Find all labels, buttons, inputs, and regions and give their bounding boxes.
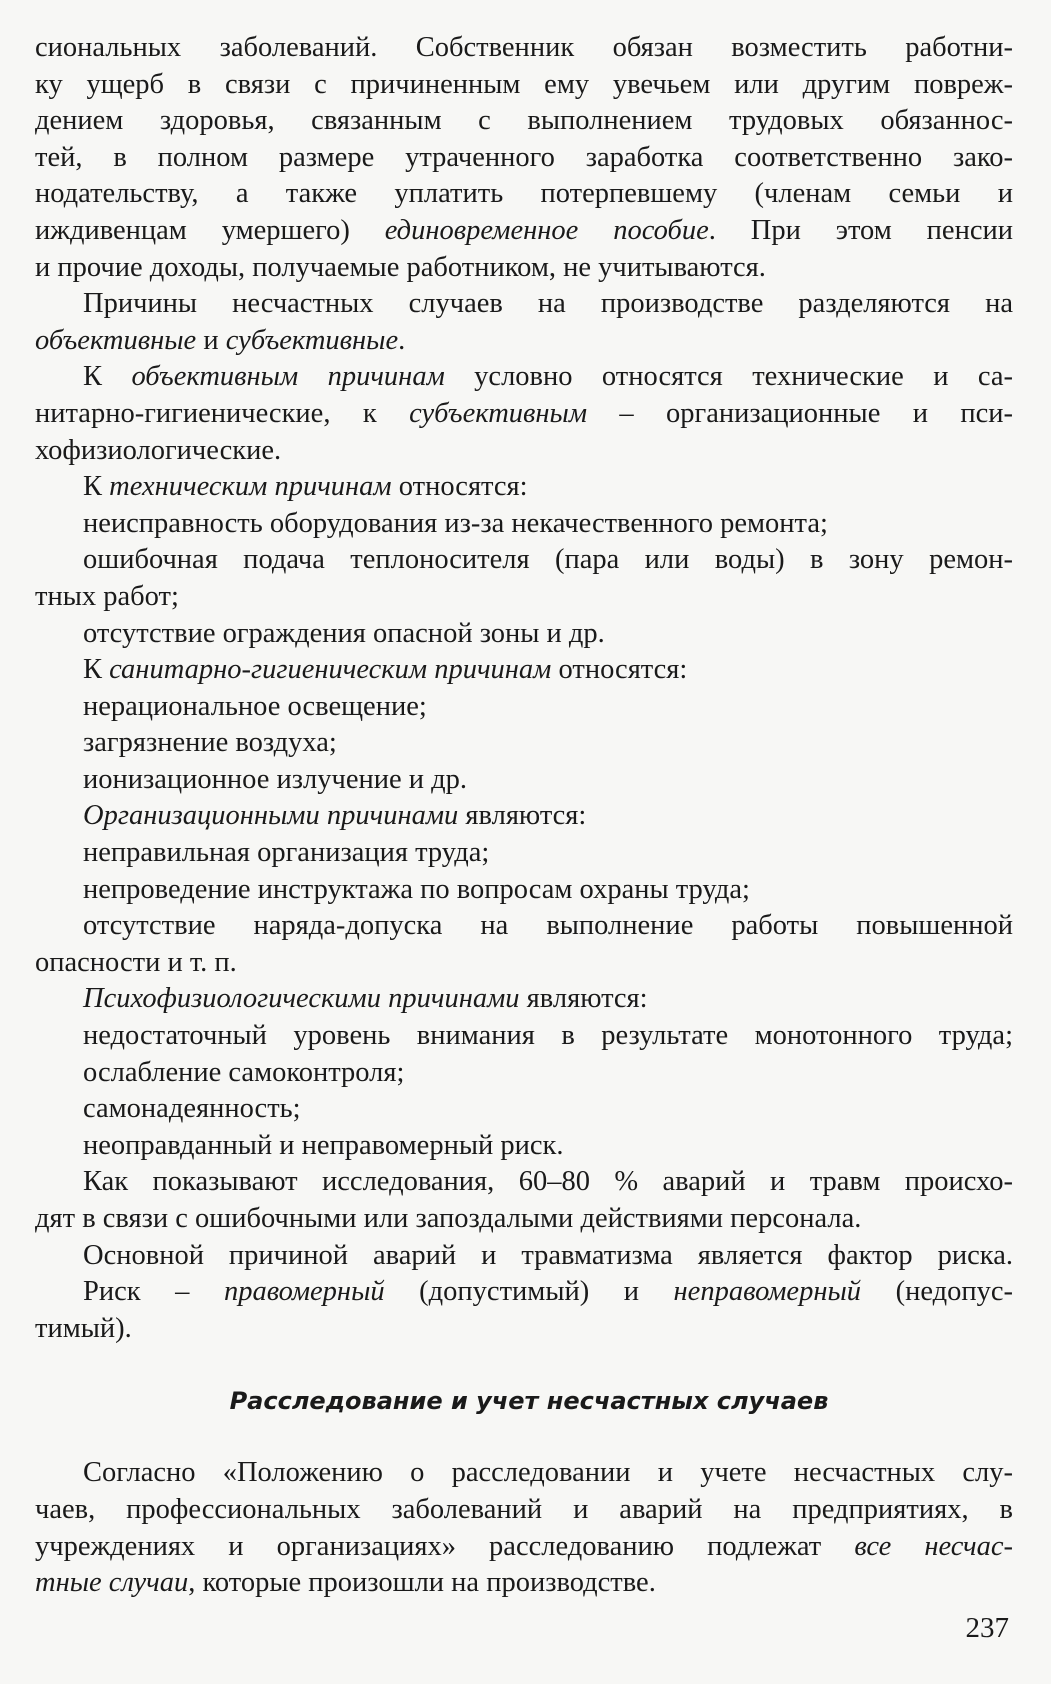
text-line bbox=[35, 469, 1013, 506]
text-line bbox=[35, 981, 1013, 1018]
text-run: К bbox=[83, 654, 110, 686]
text-line bbox=[35, 798, 1013, 835]
text-line bbox=[35, 1565, 1013, 1602]
term-unlawful: неправомерный bbox=[673, 1276, 862, 1308]
text-run: являются: bbox=[519, 983, 648, 1015]
term-subjective: субъективные bbox=[225, 324, 399, 356]
text-run: – организационные и пси- bbox=[587, 397, 1013, 429]
text-line: тных работ; bbox=[35, 580, 179, 612]
list-item: неоправданный и неправомерный риск. bbox=[83, 1129, 564, 1161]
text-line bbox=[35, 652, 1013, 689]
term-subjective-causes: субъективным bbox=[409, 397, 588, 429]
term-psychophysiological-causes: Психофизиологическими причинами bbox=[83, 983, 520, 1015]
text-line: сиональных заболеваний. Собственник обязан возместить работни- bbox=[35, 32, 1013, 63]
list-item: неправильная организация труда; bbox=[83, 837, 490, 869]
list-item: самонадеянность; bbox=[83, 1093, 301, 1125]
term-all-accidents: все несчас- bbox=[854, 1530, 1014, 1562]
text-line: дят в связи с ошибочными или запоздалыми действиями персонала. bbox=[35, 1203, 862, 1234]
text-run: К bbox=[83, 361, 132, 393]
section-heading: Расследование и учет несчастных случаев bbox=[229, 1387, 829, 1416]
list-item: отсутствие наряда-допуска на выполнение работы повышенной bbox=[83, 910, 1013, 942]
text-run: Риск – bbox=[83, 1276, 224, 1308]
list-item: нерациональное освещение; bbox=[83, 690, 427, 722]
text-run: (допустимый) и bbox=[384, 1276, 674, 1308]
text-line: ку ущерб в связи с причиненным ему увечьем или другим повреж- bbox=[35, 68, 1013, 100]
text-run: нитарно-гигиенические, к bbox=[35, 397, 410, 429]
list-item: недостаточный уровень внимания в результате монотонного труда; bbox=[83, 1020, 1013, 1052]
text-run: иждивенцам умершего) bbox=[35, 214, 385, 246]
page-number: 237 bbox=[965, 1612, 1009, 1644]
term-technical-causes: техническим причинам bbox=[109, 471, 392, 503]
list-item: ослабление самоконтроля; bbox=[83, 1056, 405, 1088]
text-line: Согласно «Положению о расследовании и учете несчастных слу- bbox=[83, 1457, 1013, 1489]
text-run: и bbox=[196, 324, 226, 356]
text-line: хофизиологические. bbox=[35, 434, 282, 466]
text-line bbox=[35, 359, 1013, 396]
list-item: ионизационное излучение и др. bbox=[83, 763, 468, 795]
text-run: относятся: bbox=[391, 471, 528, 503]
text-line: чаев, профессиональных заболеваний и аварий на предприятиях, в bbox=[35, 1493, 1013, 1525]
text-line: дением здоровья, связанным с выполнением трудовых обязаннос- bbox=[35, 105, 1013, 137]
list-item: отсутствие ограждения опасной зоны и др. bbox=[83, 617, 605, 649]
text-run: учреждениях и организациях» расследованию подлежат bbox=[35, 1530, 855, 1562]
term-all-accidents-cont: тные случаи bbox=[35, 1567, 189, 1599]
text-line: опасности и т. п. bbox=[35, 946, 237, 978]
text-line bbox=[35, 1274, 1013, 1311]
text-run: (недопус- bbox=[861, 1276, 1013, 1308]
text-run: условно относятся технические и са- bbox=[444, 361, 1014, 393]
text-line bbox=[35, 323, 1013, 360]
text-line: Причины несчастных случаев на производстве разделяются на bbox=[83, 288, 1013, 320]
text-line: тимый). bbox=[35, 1312, 132, 1344]
term-objective-causes: объективным причинам bbox=[131, 361, 445, 393]
term-organizational-causes: Организационными причинами bbox=[83, 800, 459, 832]
list-item: загрязнение воздуха; bbox=[83, 727, 337, 759]
text-run: . При этом пенсии bbox=[708, 214, 1013, 246]
text-run: К bbox=[83, 471, 110, 503]
term-lawful: правомерный bbox=[223, 1276, 385, 1308]
text-run: , которые произошли на производстве. bbox=[188, 1567, 656, 1599]
text-run: являются: bbox=[458, 800, 587, 832]
list-item: ошибочная подача теплоносителя (пара или воды) в зону ремон- bbox=[83, 544, 1013, 576]
term-lump-sum-allowance: единовременное пособие bbox=[384, 214, 709, 246]
term-sanitary-causes: санитарно-гигиеническим причинам bbox=[109, 654, 552, 686]
text-run: . bbox=[398, 324, 406, 356]
text-line bbox=[35, 213, 1013, 250]
text-line: и прочие доходы, получаемые работником, не учитываются. bbox=[35, 251, 766, 283]
text-line: нодательству, а также уплатить потерпевшему (членам семьи и bbox=[35, 178, 1013, 210]
term-objective: объективные bbox=[35, 324, 197, 356]
text-line bbox=[35, 396, 1013, 433]
text-line: Основной причиной аварий и травматизма является фактор риска. bbox=[83, 1239, 1013, 1271]
list-item: неисправность оборудования из-за некачественного ремонта; bbox=[83, 507, 828, 539]
list-item: непроведение инструктажа по вопросам охраны труда; bbox=[83, 873, 750, 905]
text-line bbox=[35, 1529, 1013, 1566]
text-line: Как показывают исследования, 60–80 % аварий и травм происхо- bbox=[83, 1166, 1013, 1198]
text-run: относятся: bbox=[551, 654, 688, 686]
text-line: тей, в полном размере утраченного заработка соответственно зако- bbox=[35, 141, 1013, 173]
